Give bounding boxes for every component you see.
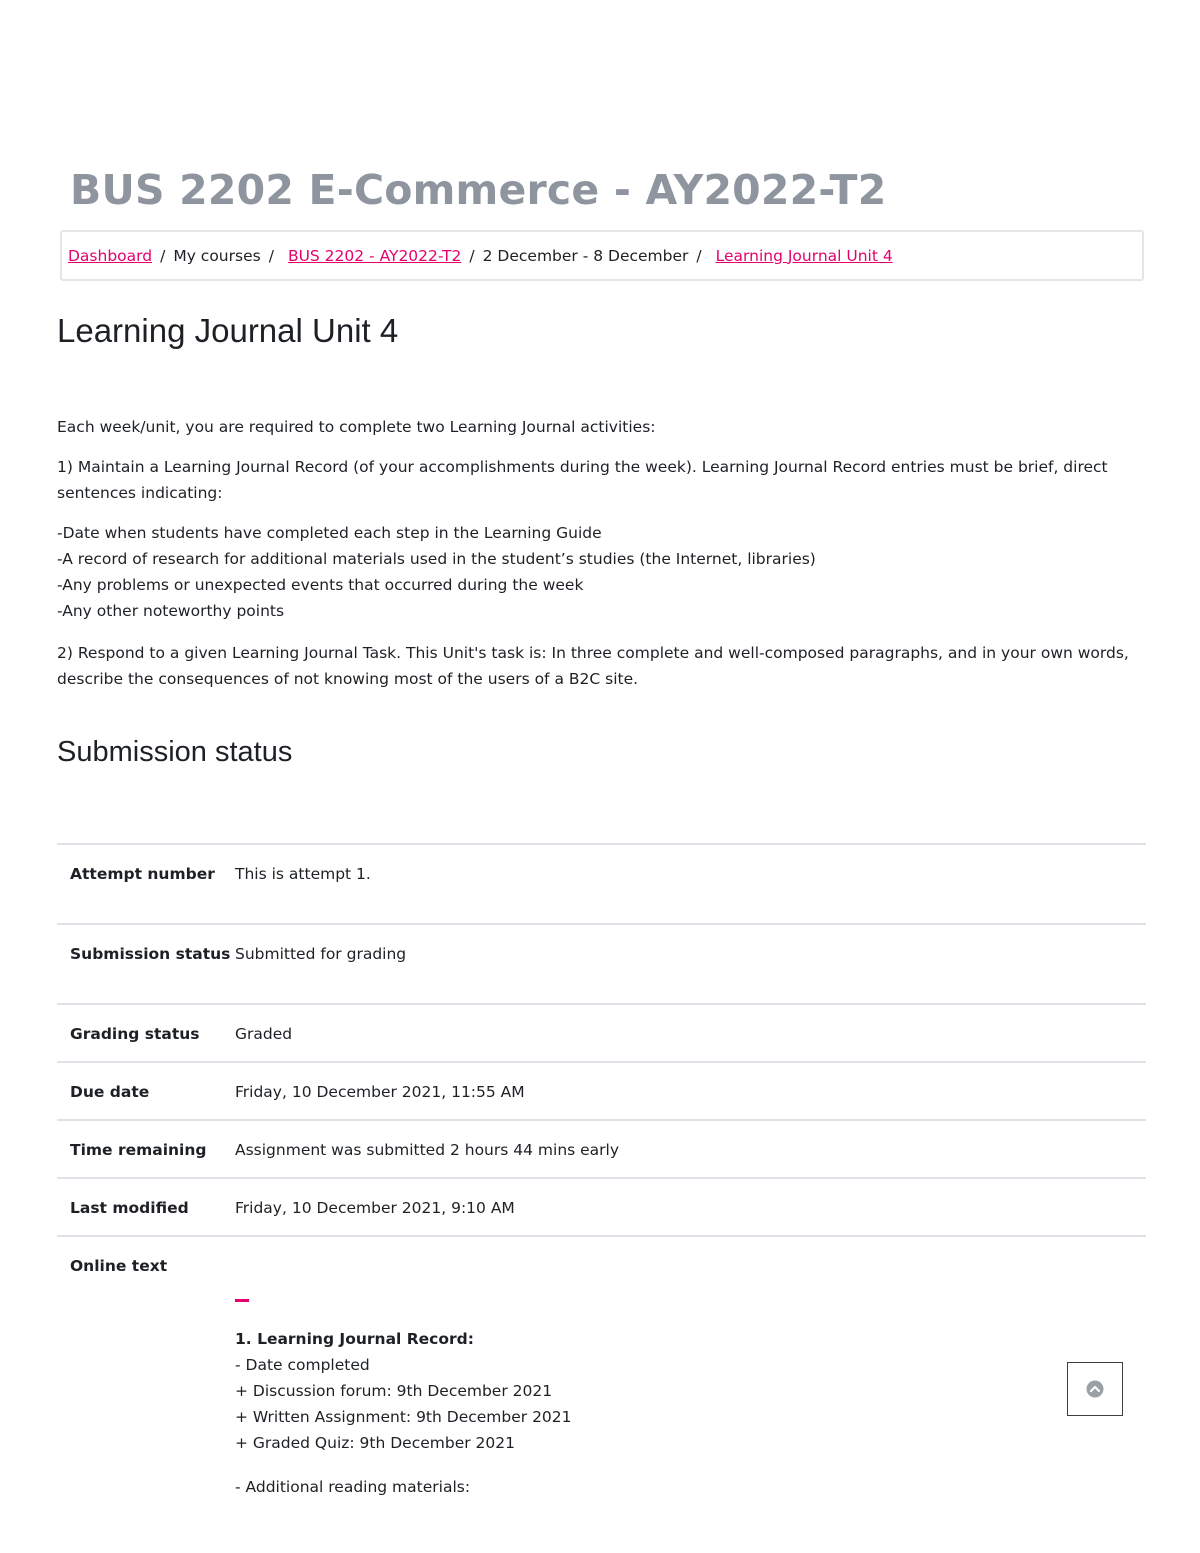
list-item: -A record of research for additional materials used in the student’s studies (the Internet, libraries) (57, 550, 816, 568)
time-remaining-label: Time remaining (70, 1141, 207, 1159)
breadcrumb-my-courses: My courses (173, 246, 261, 265)
journal-record-list (57, 520, 1142, 624)
grading-status-value: Graded (235, 1025, 293, 1043)
online-text-label: Online text (70, 1257, 168, 1275)
breadcrumb-separator: / (160, 246, 166, 265)
intro-paragraph: Each week/unit, you are required to complete two Learning Journal activities: (57, 418, 656, 436)
activity-description (57, 414, 1142, 706)
online-text-value (233, 1236, 1146, 1514)
list-item: -Any problems or unexpected events that occurred during the week (57, 576, 584, 594)
breadcrumb-section: 2 December - 8 December (482, 246, 689, 265)
submission-status-table (57, 843, 1146, 1514)
breadcrumb-dashboard[interactable]: Dashboard (68, 246, 153, 265)
online-text-line: + Discussion forum: 9th December 2021 (235, 1382, 553, 1400)
list-item: -Any other noteworthy points (57, 602, 285, 620)
online-text-line: - Date completed (235, 1356, 370, 1374)
chevron-up-circle-icon (1086, 1380, 1104, 1398)
due-date-value: Friday, 10 December 2021, 11:55 AM (235, 1083, 525, 1101)
breadcrumb-activity[interactable]: Learning Journal Unit 4 (715, 246, 893, 265)
table-row (57, 1062, 1146, 1120)
attempt-number-label: Attempt number (70, 865, 215, 883)
breadcrumb-course[interactable]: BUS 2202 - AY2022-T2 (287, 246, 462, 265)
online-text-content (235, 1253, 1146, 1500)
course-title: BUS 2202 E-Commerce - AY2022-T2 (70, 166, 887, 214)
time-remaining-value: Assignment was submitted 2 hours 44 mins early (235, 1141, 620, 1159)
online-text-line: + Written Assignment: 9th December 2021 (235, 1408, 572, 1426)
list-item: -Date when students have completed each step in the Learning Guide (57, 524, 602, 542)
table-row (57, 1178, 1146, 1236)
submission-status-label: Submission status (70, 945, 231, 963)
due-date-label: Due date (70, 1083, 150, 1101)
breadcrumb (60, 230, 1144, 281)
last-modified-value: Friday, 10 December 2021, 9:10 AM (235, 1199, 515, 1217)
last-modified-label: Last modified (70, 1199, 189, 1217)
table-row (57, 1236, 1146, 1514)
submission-status-value: Submitted for grading (235, 945, 407, 963)
attempt-number-value: This is attempt 1. (235, 865, 371, 883)
accent-divider (235, 1299, 249, 1302)
table-row (57, 1004, 1146, 1062)
intro-paragraph: 2) Respond to a given Learning Journal Task. This Unit's task is: In three complete and well-composed paragraphs, and in your own words, describe the consequences of not knowing most of the users of a B2C site. (57, 644, 1129, 688)
intro-paragraph: 1) Maintain a Learning Journal Record (of your accomplishments during the week). Learning Journal Record entries must be brief, direct sentences indicating: (57, 458, 1108, 502)
online-text-line: - Additional reading materials: (235, 1478, 471, 1496)
grading-status-label: Grading status (70, 1025, 200, 1043)
breadcrumb-separator: / (469, 246, 475, 265)
breadcrumb-separator: / (268, 246, 274, 265)
breadcrumb-separator: / (696, 246, 702, 265)
page-title: Learning Journal Unit 4 (57, 312, 399, 349)
table-row (57, 924, 1146, 1004)
back-to-top-button[interactable] (1067, 1362, 1123, 1416)
submission-status-heading: Submission status (57, 736, 293, 768)
table-row (57, 1120, 1146, 1178)
online-text-title: 1. Learning Journal Record: (235, 1330, 474, 1348)
table-row (57, 844, 1146, 924)
online-text-line: + Graded Quiz: 9th December 2021 (235, 1434, 515, 1452)
